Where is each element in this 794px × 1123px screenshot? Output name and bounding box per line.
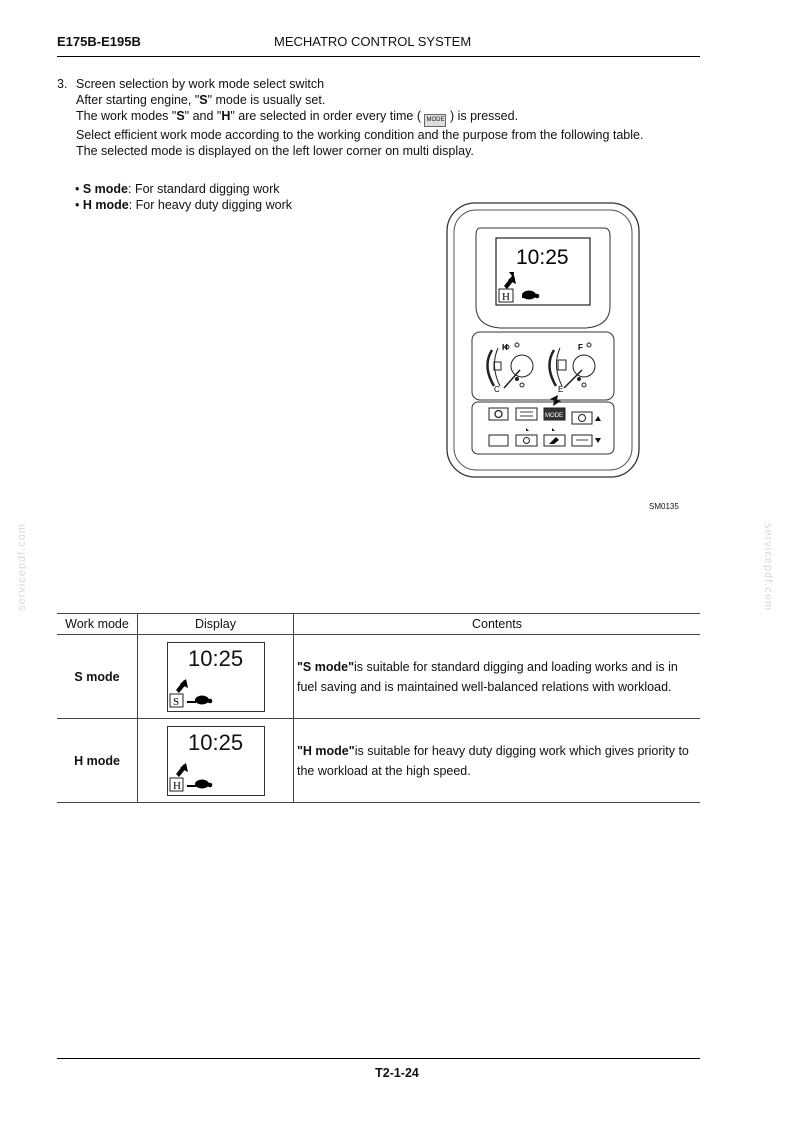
- header-display: Display: [138, 614, 294, 635]
- watermark-left: servicepdf.com: [16, 523, 28, 611]
- intro-line-5: The selected mode is displayed on the left lower corner on multi display.: [76, 144, 474, 158]
- header-contents: Contents: [294, 614, 701, 635]
- mini-display-h: [167, 726, 265, 796]
- header-model: E175B-E195B: [57, 34, 141, 49]
- row-contents: "H mode"is suitable for heavy duty digging work which gives priority to the workload at the high speed.: [294, 719, 701, 803]
- turtle-icon: [187, 779, 212, 788]
- intro-paragraph: [57, 76, 737, 159]
- header-work-mode: Work mode: [57, 614, 138, 635]
- lcd-mode-letter: H: [502, 291, 510, 303]
- mini-display-time: 10:25: [188, 729, 244, 755]
- row-mode-name: S mode: [57, 635, 138, 719]
- buzzer-stop-button[interactable]: [489, 408, 508, 420]
- header-rule: [57, 56, 700, 57]
- table-row: [57, 635, 700, 719]
- mode-letter: S: [173, 695, 180, 708]
- table-header-row: [57, 614, 700, 635]
- work-mode-table: [57, 613, 700, 803]
- footer-rule: [57, 1058, 700, 1059]
- arrow-icon: [176, 763, 188, 777]
- gauge-right-bottom-label: E: [558, 385, 564, 394]
- mode-button-label: MODE: [545, 413, 563, 419]
- watermark-right: servicepdf.com: [762, 523, 774, 611]
- row-contents: "S mode"is suitable for standard digging and loading works and is in fuel saving and is maintained well-balanced relations with workload.: [294, 635, 701, 719]
- mode-key-icon: MODE: [424, 114, 446, 127]
- mode-bullet-list: [75, 181, 292, 213]
- row-mode-name: H mode: [57, 719, 138, 803]
- intro-line-2: After starting engine, "S" mode is usually set.: [76, 93, 326, 107]
- gauge-left-top-label: H: [502, 343, 508, 352]
- auto-idle-button[interactable]: [489, 435, 508, 446]
- header-section: MECHATRO CONTROL SYSTEM: [274, 34, 472, 49]
- multi-display-figure: [446, 202, 640, 478]
- light-button[interactable]: [516, 408, 537, 420]
- turtle-icon: [187, 695, 212, 704]
- figure-code: SM0135: [649, 502, 679, 511]
- lcd-time: 10:25: [516, 246, 569, 269]
- mini-display-time: 10:25: [188, 645, 244, 671]
- wiper-button[interactable]: [572, 412, 592, 424]
- travel-speed-button[interactable]: [516, 435, 537, 446]
- intro-line-1: Screen selection by work mode select switch: [76, 77, 325, 91]
- intro-number: 3.: [57, 77, 68, 91]
- row-display: [138, 719, 294, 803]
- table-row: [57, 719, 700, 803]
- arrow-icon: [176, 679, 188, 693]
- gauge-left-bottom-label: C: [494, 385, 500, 394]
- gauge-right-top-label: F: [578, 343, 583, 352]
- intro-line-3: The work modes "S" and "H" are selected in order every time ( MODE ) is pressed.: [57, 108, 737, 127]
- mini-display-s: [167, 642, 265, 712]
- bullet-h-mode: • H mode: For heavy duty digging work: [75, 198, 292, 212]
- page-number: T2-1-24: [375, 1066, 419, 1080]
- intro-line-4: Select efficient work mode according to the working condition and the purpose from the following table.: [76, 128, 644, 142]
- bullet-s-mode: • S mode: For standard digging work: [75, 182, 280, 196]
- mode-letter: H: [173, 779, 181, 792]
- row-display: [138, 635, 294, 719]
